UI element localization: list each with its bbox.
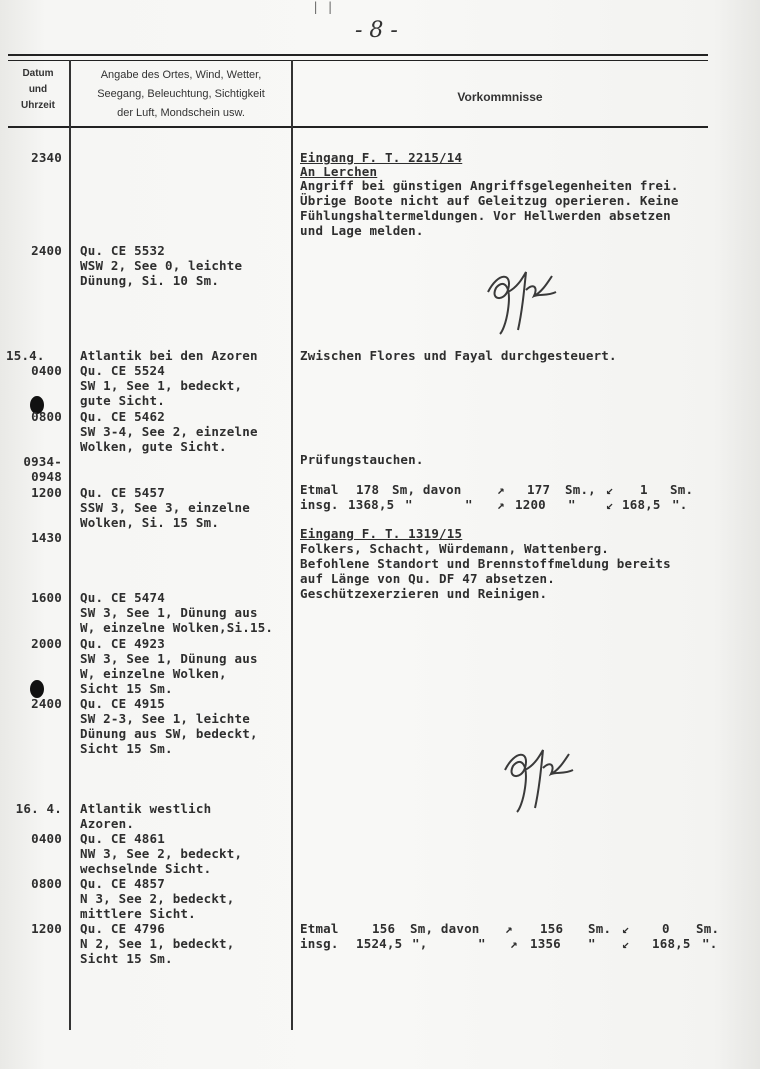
- header-angabe-line1: Angabe des Ortes, Wind, Wetter,: [100, 69, 262, 81]
- arrow-up-icon: ↗: [497, 497, 505, 512]
- location-line: Qu. CE 4923: [80, 636, 165, 651]
- time-2400: 2400: [31, 696, 62, 711]
- time-0800: 0800: [31, 876, 62, 891]
- event-line: Fühlungshaltermeldungen. Vor Hellwerden absetzen: [300, 208, 671, 223]
- event-line: Geschützexerzieren und Reinigen.: [300, 586, 548, 601]
- location-line: Qu. CE 5474: [80, 590, 165, 605]
- location-line: Azoren.: [80, 816, 135, 831]
- column-divider-2: [291, 60, 293, 1030]
- etmal-unit: Sm, davon: [410, 921, 480, 936]
- insg-label: insg.: [300, 936, 339, 951]
- header-angabe: [72, 66, 290, 123]
- time-2000: 2000: [31, 636, 62, 651]
- arrow-down-icon: ↙: [606, 497, 614, 512]
- location-line: SW 1, See 1, bedeckt,: [80, 378, 243, 393]
- time-0800: 0800: [31, 409, 62, 424]
- header-vorkommnisse: Vorkommnisse: [457, 90, 543, 104]
- insg-value: 1368,5: [348, 497, 395, 512]
- event-line: Zwischen Flores und Fayal durchgesteuert.: [300, 348, 617, 363]
- arrow-up-icon: ↗: [497, 482, 505, 497]
- date-16-4: 16. 4.: [15, 801, 62, 816]
- etmal-label: Etmal: [300, 921, 339, 936]
- event-line: Prüfungstauchen.: [300, 452, 424, 467]
- event-line: auf Länge von Qu. DF 47 absetzen.: [300, 571, 555, 586]
- etmal-unit2: Sm.: [588, 921, 612, 936]
- location-line: Sicht 15 Sm.: [80, 951, 173, 966]
- signature-2: [495, 730, 585, 818]
- etmal-label: Etmal: [300, 482, 339, 497]
- location-line: Qu. CE 4857: [80, 876, 165, 891]
- header-angabe-line3: der Luft, Mondschein usw.: [117, 107, 245, 119]
- top-marks: | |: [312, 0, 334, 14]
- location-line: Qu. CE 5532: [80, 243, 165, 258]
- time-2340: 2340: [31, 150, 62, 165]
- insg-ditto: ": [478, 936, 486, 951]
- header-rule-top2: [8, 60, 708, 61]
- insg-ditto: ": [405, 497, 413, 512]
- time-1200: 1200: [31, 485, 62, 500]
- location-line: Wolken, gute Sicht.: [80, 439, 227, 454]
- location-line: Qu. CE 5524: [80, 363, 165, 378]
- header-datum: [8, 66, 68, 114]
- column-divider-1: [69, 60, 71, 1030]
- event-line: und Lage melden.: [300, 223, 424, 238]
- location-line: SW 3, See 1, Dünung aus: [80, 605, 258, 620]
- insg-value: 1524,5: [356, 936, 403, 951]
- page-number: - 8 -: [355, 18, 398, 43]
- etmal-value: 178: [356, 482, 380, 497]
- etmal-unit3: Sm.: [696, 921, 720, 936]
- time-0948: 0948: [31, 469, 62, 484]
- event-line: Befohlene Standort und Brennstoffmeldung bereits: [300, 556, 671, 571]
- time-0400: 0400: [31, 363, 62, 378]
- time-1600: 1600: [31, 590, 62, 605]
- location-line: Atlantik westlich: [80, 801, 212, 816]
- insg-ditto: ",: [412, 936, 428, 951]
- insg-ditto: ": [568, 497, 576, 512]
- time-2400: 2400: [31, 243, 62, 258]
- date-15-4: 15.4.: [6, 348, 45, 363]
- location-line: N 2, See 1, bedeckt,: [80, 936, 235, 951]
- arrow-up-icon: ↗: [510, 936, 518, 951]
- location-line: Dünung, Si. 10 Sm.: [80, 273, 220, 288]
- location-line: Qu. CE 5457: [80, 485, 165, 500]
- location-line: Dünung aus SW, bedeckt,: [80, 726, 258, 741]
- location-line: WSW 2, See 0, leichte: [80, 258, 243, 273]
- location-line: SW 3, See 1, Dünung aus: [80, 651, 258, 666]
- location-line: SSW 3, See 3, einzelne: [80, 500, 250, 515]
- event-title-2215: Eingang F. T. 2215/14: [300, 150, 463, 165]
- insg-up-value: 1356: [530, 936, 561, 951]
- header-datum-line2: und: [28, 84, 48, 95]
- insg-up-value: 1200: [515, 497, 546, 512]
- etmal-up-value: 177: [527, 482, 551, 497]
- etmal-unit2: Sm.,: [565, 482, 596, 497]
- arrow-down-icon: ↙: [606, 482, 614, 497]
- etmal-unit: Sm, davon: [392, 482, 462, 497]
- insg-ditto: ".: [702, 936, 718, 951]
- header-rule-top: [8, 54, 708, 56]
- time-0400: 0400: [31, 831, 62, 846]
- location-line: gute Sicht.: [80, 393, 165, 408]
- location-line: mittlere Sicht.: [80, 906, 196, 921]
- arrow-down-icon: ↙: [622, 921, 630, 936]
- insg-ditto: ".: [672, 497, 688, 512]
- location-line: W, einzelne Wolken,Si.15.: [80, 620, 274, 635]
- insg-ditto: ": [588, 936, 596, 951]
- location-line: SW 3-4, See 2, einzelne: [80, 424, 258, 439]
- time-1200: 1200: [31, 921, 62, 936]
- location-line: Qu. CE 4861: [80, 831, 165, 846]
- insg-down-value: 168,5: [622, 497, 661, 512]
- insg-label: insg.: [300, 497, 339, 512]
- header-datum-line3: Uhrzeit: [21, 100, 55, 111]
- location-line: W, einzelne Wolken,: [80, 666, 227, 681]
- etmal-down-value: 1: [640, 482, 648, 497]
- location-line: Qu. CE 5462: [80, 409, 165, 424]
- location-line: Sicht 15 Sm.: [80, 741, 173, 756]
- insg-down-value: 168,5: [652, 936, 691, 951]
- location-line: Wolken, Si. 15 Sm.: [80, 515, 220, 530]
- header-rule-bottom: [8, 126, 708, 128]
- time-0934: 0934-: [23, 454, 62, 469]
- event-title-1319: Eingang F. T. 1319/15: [300, 526, 463, 541]
- etmal-down-value: 0: [662, 921, 670, 936]
- event-line: Übrige Boote nicht auf Geleitzug operieren. Keine: [300, 193, 679, 208]
- signature-1: [478, 252, 568, 340]
- etmal-up-value: 156: [540, 921, 564, 936]
- header-angabe-line2: Seegang, Beleuchtung, Sichtigkeit: [97, 88, 265, 100]
- location-line: wechselnde Sicht.: [80, 861, 212, 876]
- location-line: Qu. CE 4796: [80, 921, 165, 936]
- arrow-down-icon: ↙: [622, 936, 630, 951]
- location-line: N 3, See 2, bedeckt,: [80, 891, 235, 906]
- location-line: NW 3, See 2, bedeckt,: [80, 846, 243, 861]
- location-line: SW 2-3, See 1, leichte: [80, 711, 250, 726]
- time-1430: 1430: [31, 530, 62, 545]
- location-line: Qu. CE 4915: [80, 696, 165, 711]
- arrow-up-icon: ↗: [505, 921, 513, 936]
- event-line: Angriff bei günstigen Angriffsgelegenheiten frei.: [300, 178, 679, 193]
- location-line: Atlantik bei den Azoren: [80, 348, 258, 363]
- etmal-unit3: Sm.: [670, 482, 694, 497]
- location-line: Sicht 15 Sm.: [80, 681, 173, 696]
- event-addressee: An Lerchen: [300, 164, 378, 179]
- insg-ditto: ": [465, 497, 473, 512]
- event-line: Folkers, Schacht, Würdemann, Wattenberg.: [300, 541, 610, 556]
- etmal-value: 156: [372, 921, 396, 936]
- header-datum-line1: Datum: [22, 68, 54, 79]
